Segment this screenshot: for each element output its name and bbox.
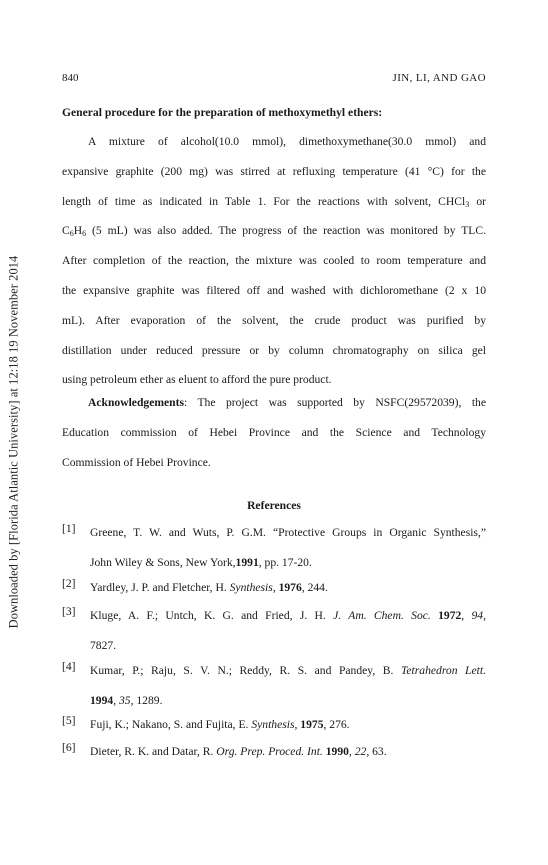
paragraph-line: Acknowledgements: The project was supported by NSFC(29572039), the (88, 396, 486, 409)
paragraph-line: distillation under reduced pressure or by column chromatography on silica gel (62, 343, 486, 357)
paragraph-line: $C_6H_6$ (5 mL) was also added. The progress of the reaction was monitored by TLC. (62, 224, 486, 239)
paragraph-line: length of time as indicated in Table 1. For the reactions with solvent, CHCl$_3$ or (62, 194, 486, 209)
page-number: 840 (62, 72, 79, 84)
references-title: References (247, 499, 301, 512)
acknowledgements-paragraph (62, 388, 486, 477)
procedure-paragraph (62, 127, 486, 395)
paragraph-line: Education commission of Hebei Province and the Science and Technology (62, 425, 486, 439)
paragraph-line: After completion of the reaction, the mixture was cooled to room temperature and (62, 254, 486, 268)
paragraph-line: expansive graphite (200 mg) was stirred at refluxing temperature (41 °C) for the (62, 164, 486, 178)
running-head: JIN, LI, AND GAO (392, 72, 486, 84)
paragraph-line: mL). After evaporation of the solvent, the crude product was purified by (62, 313, 486, 327)
paragraph-line: Commission of Hebei Province. (62, 455, 211, 469)
download-note: Downloaded by [Florida Atlantic University] at 12:18 19 November 2014 (6, 255, 21, 629)
procedure-heading: General procedure for the preparation of methoxymethyl ethers: (62, 106, 383, 119)
paragraph-line: A mixture of alcohol(10.0 mmol), dimethoxymethane(30.0 mmol) and (88, 135, 486, 148)
page-header (62, 72, 486, 88)
paragraph-line: using petroleum ether as eluent to afford the pure product. (62, 373, 332, 387)
acknowledgements-label: Acknowledgements (88, 396, 184, 409)
paragraph-line: the expansive graphite was filtered off and washed with dichloromethane (2 x 10 (62, 283, 486, 297)
download-watermark (4, 255, 24, 629)
